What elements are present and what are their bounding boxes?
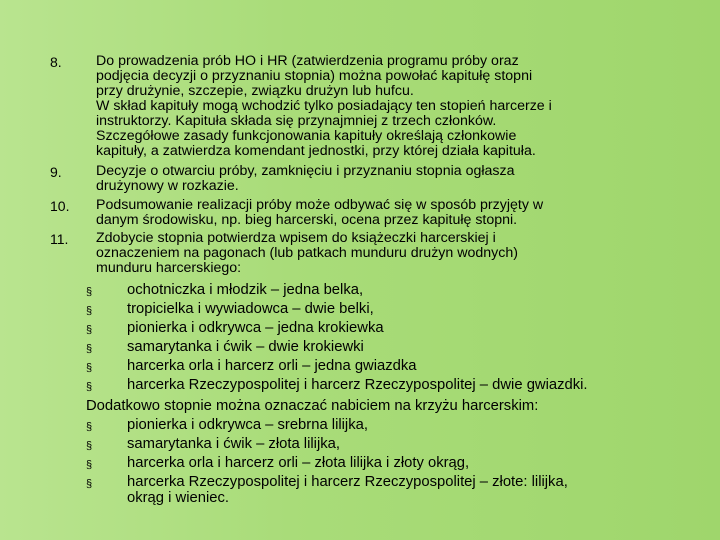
list-item: harcerka orla i harcerz orli – złota lilijka i złoty okrąg, — [127, 455, 470, 471]
item-number-11: 11. — [50, 231, 69, 247]
list-item-continuation: okrąg i wieniec. — [127, 490, 229, 506]
bullet-icon: § — [86, 440, 93, 452]
bullet-icon: § — [86, 343, 93, 355]
list-item: pionierka i odkrywca – jedna krokiewka — [127, 320, 384, 336]
item-8-line: podjęcia decyzji o przyznaniu stopnia) można powołać kapitułę stopni — [96, 68, 533, 84]
item-8-line: Szczegółowe zasady funkcjonowania kapituły określają członkowie — [96, 128, 517, 144]
bullet-icon: § — [86, 478, 93, 490]
bullet-icon: § — [86, 381, 93, 393]
item-8-line: Do prowadzenia prób HO i HR (zatwierdzenia programu próby oraz — [96, 53, 519, 69]
item-number-8: 8. — [50, 54, 62, 70]
item-9-line: Decyzje o otwarciu próby, zamknięciu i przyznaniu stopnia ogłasza — [96, 163, 515, 179]
list-item: pionierka i odkrywca – srebrna lilijka, — [127, 417, 368, 433]
item-8-line: W skład kapituły mogą wchodzić tylko posiadający ten stopień harcerze i — [96, 98, 552, 114]
bullet-icon: § — [86, 286, 93, 298]
item-number-10: 10. — [50, 198, 70, 214]
bullet-icon: § — [86, 459, 93, 471]
extra-note: Dodatkowo stopnie można oznaczać nabiciem na krzyżu harcerskim: — [86, 398, 539, 414]
bullet-icon: § — [86, 362, 93, 374]
list-item: samarytanka i ćwik – dwie krokiewki — [127, 339, 364, 355]
item-11-line: oznaczeniem na pagonach (lub patkach munduru drużyn wodnych) — [96, 245, 518, 261]
list-item: harcerka orla i harcerz orli – jedna gwiazdka — [127, 358, 417, 374]
list-item: ochotniczka i młodzik – jedna belka, — [127, 282, 364, 298]
item-8-line: przy drużynie, szczepie, związku drużyn lub hufcu. — [96, 83, 414, 99]
list-item: tropicielka i wywiadowca – dwie belki, — [127, 301, 374, 317]
item-10-line: danym środowisku, np. bieg harcerski, ocena przez kapitułę stopni. — [96, 212, 518, 228]
list-item: samarytanka i ćwik – złota lilijka, — [127, 436, 340, 452]
item-9-line: drużynowy w rozkazie. — [96, 178, 239, 194]
bullet-icon: § — [86, 421, 93, 433]
item-8-line: kapituły, a zatwierdza komendant jednostki, przy której działa kapituła. — [96, 143, 536, 159]
list-item: harcerka Rzeczypospolitej i harcerz Rzeczypospolitej – złote: lilijka, — [127, 474, 568, 490]
bullet-icon: § — [86, 305, 93, 317]
item-8-line: instruktorzy. Kapituła składa się przynajmniej z trzech członków. — [96, 113, 497, 129]
list-item: harcerka Rzeczypospolitej i harcerz Rzeczypospolitej – dwie gwiazdki. — [127, 377, 588, 393]
item-11-line: munduru harcerskiego: — [96, 260, 242, 276]
item-10-line: Podsumowanie realizacji próby może odbywać się w sposób przyjęty w — [96, 197, 544, 213]
item-11-line: Zdobycie stopnia potwierdza wpisem do książeczki harcerskiej i — [96, 230, 496, 246]
bullet-icon: § — [86, 324, 93, 336]
item-number-9: 9. — [50, 164, 62, 180]
